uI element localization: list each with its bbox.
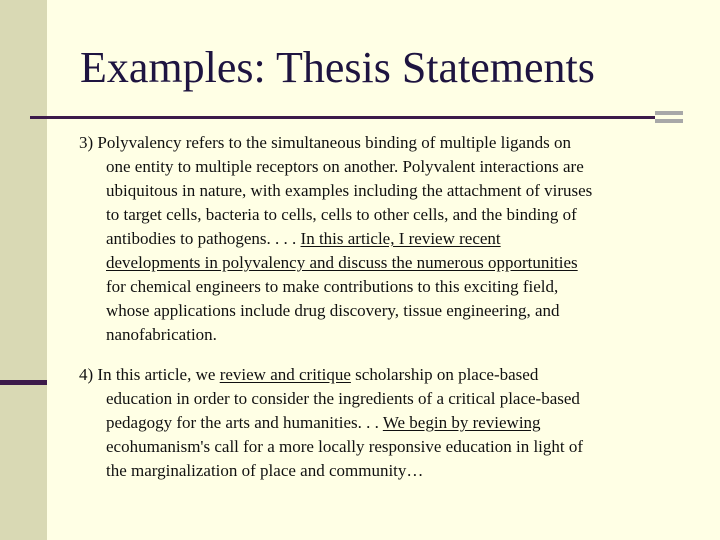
side-accent-tick bbox=[0, 380, 47, 385]
example-3-line: ubiquitous in nature, with examples including the attachment of viruses bbox=[106, 181, 593, 200]
divider-accent-bottom bbox=[655, 119, 683, 123]
example-4-paragraph bbox=[79, 363, 694, 483]
example-3-line: one entity to multiple receptors on another. Polyvalent interactions are bbox=[106, 157, 584, 176]
example-3-line: to target cells, bacteria to cells, cells to other cells, and the binding of bbox=[106, 205, 577, 224]
example-4-text: 4) In this article, we bbox=[79, 365, 220, 384]
side-accent-bar bbox=[0, 0, 47, 540]
example-3-text: antibodies to pathogens. . . . bbox=[106, 229, 301, 248]
example-3-line: whose applications include drug discovery, tissue engineering, and bbox=[106, 301, 560, 320]
example-4-underlined-phrase: We begin by reviewing bbox=[382, 413, 541, 432]
slide-title: Examples: Thesis Statements bbox=[80, 43, 595, 92]
example-4-line bbox=[79, 363, 694, 387]
example-4-line: ecohumanism's call for a more locally responsive education in light of bbox=[106, 437, 584, 456]
example-3-thesis-underlined: In this article, I review recent bbox=[300, 229, 501, 248]
example-3-paragraph bbox=[79, 131, 694, 347]
example-4-text: scholarship on place-based bbox=[350, 365, 539, 384]
example-3-line: 3) Polyvalency refers to the simultaneous binding of multiple ligands on bbox=[79, 133, 571, 152]
title-divider bbox=[30, 116, 655, 119]
example-4-text: pedagogy for the arts and humanities. . . bbox=[106, 413, 383, 432]
divider-accent-top bbox=[655, 111, 683, 115]
example-3-line bbox=[79, 227, 694, 251]
example-4-line bbox=[79, 411, 694, 435]
example-3-thesis-underlined: developments in polyvalency and discuss the numerous opportunities bbox=[106, 253, 578, 272]
example-3-line: nanofabrication. bbox=[106, 325, 217, 344]
example-3-line: for chemical engineers to make contributions to this exciting field, bbox=[106, 277, 559, 296]
example-4-underlined-phrase: review and critique bbox=[219, 365, 351, 384]
example-4-line: education in order to consider the ingredients of a critical place-based bbox=[106, 389, 580, 408]
example-4-line: the marginalization of place and community… bbox=[106, 461, 424, 480]
example-3-line bbox=[79, 251, 694, 275]
